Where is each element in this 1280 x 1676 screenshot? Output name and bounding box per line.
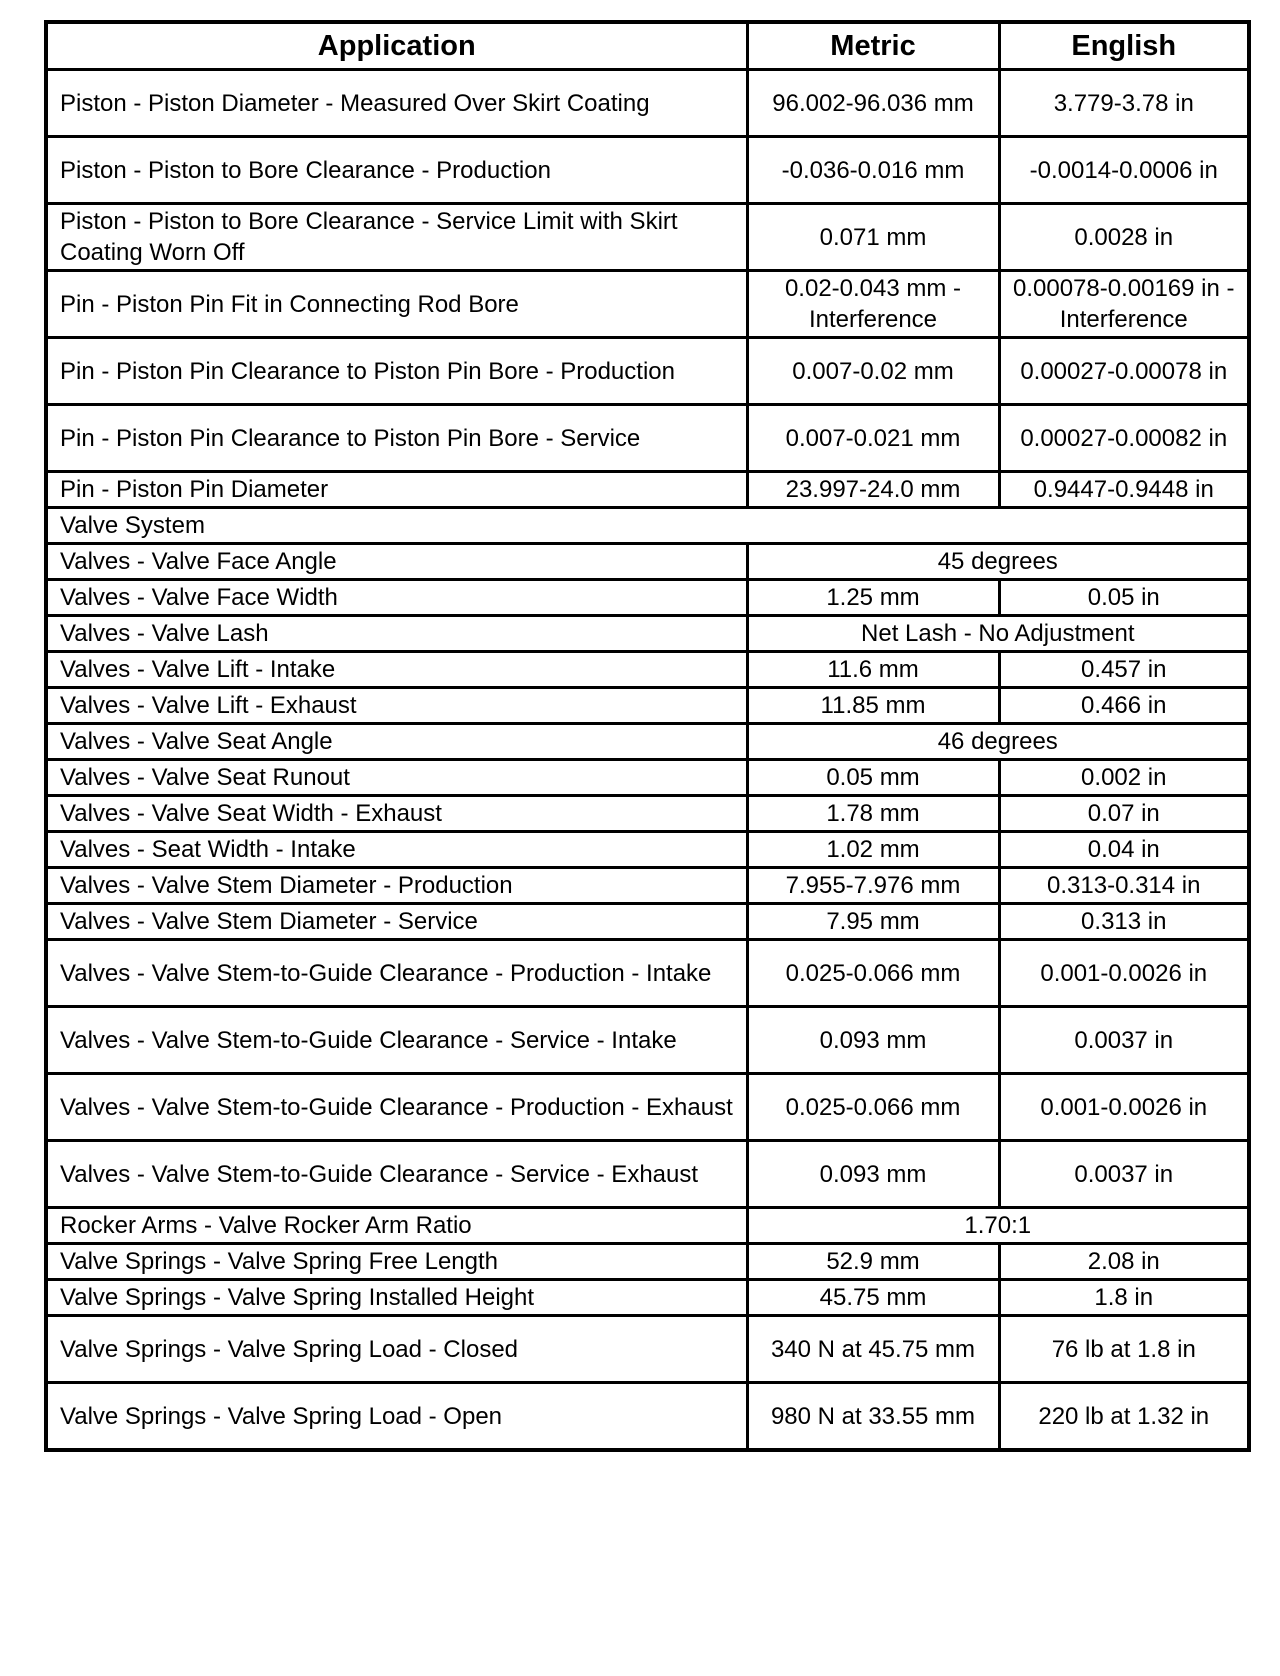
- header-metric: Metric: [747, 22, 999, 70]
- application-cell: Piston - Piston to Bore Clearance - Service Limit with Skirt Coating Worn Off: [46, 204, 747, 271]
- application-cell: Valves - Valve Stem Diameter - Production: [46, 868, 747, 904]
- english-cell: 0.04 in: [999, 832, 1249, 868]
- header-english: English: [999, 22, 1249, 70]
- application-cell: Valves - Valve Stem Diameter - Service: [46, 904, 747, 940]
- english-cell: 220 lb at 1.32 in: [999, 1383, 1249, 1451]
- table-row: [46, 652, 1249, 688]
- application-cell: Valves - Valve Stem-to-Guide Clearance - Service - Exhaust: [46, 1141, 747, 1208]
- table-row: [46, 1074, 1249, 1141]
- english-cell: 0.0037 in: [999, 1007, 1249, 1074]
- english-cell: 0.001-0.0026 in: [999, 1074, 1249, 1141]
- table-row: [46, 1007, 1249, 1074]
- table-row: [46, 338, 1249, 405]
- table-row: [46, 1280, 1249, 1316]
- table-row: [46, 1244, 1249, 1280]
- table-row: [46, 472, 1249, 508]
- metric-cell: 0.007-0.021 mm: [747, 405, 999, 472]
- table-row: [46, 204, 1249, 271]
- english-cell: 3.779-3.78 in: [999, 70, 1249, 137]
- combined-value-cell: 46 degrees: [747, 724, 1249, 760]
- table-row: [46, 544, 1249, 580]
- english-cell: 0.313 in: [999, 904, 1249, 940]
- section-header-row: [46, 508, 1249, 544]
- english-cell: 76 lb at 1.8 in: [999, 1316, 1249, 1383]
- english-cell: 0.0037 in: [999, 1141, 1249, 1208]
- table-row: [46, 137, 1249, 204]
- table-row: [46, 760, 1249, 796]
- metric-cell: 0.093 mm: [747, 1007, 999, 1074]
- application-cell: Valve Springs - Valve Spring Free Length: [46, 1244, 747, 1280]
- application-cell: Valve Springs - Valve Spring Installed Height: [46, 1280, 747, 1316]
- table-row: [46, 796, 1249, 832]
- application-cell: Pin - Piston Pin Fit in Connecting Rod Bore: [46, 271, 747, 338]
- application-cell: Valves - Valve Stem-to-Guide Clearance - Production - Intake: [46, 940, 747, 1007]
- application-cell: Valves - Valve Face Width: [46, 580, 747, 616]
- table-row: [46, 70, 1249, 137]
- specifications-table: [44, 20, 1251, 1452]
- table-row: [46, 832, 1249, 868]
- header-application: Application: [46, 22, 747, 70]
- english-cell: 0.002 in: [999, 760, 1249, 796]
- table-row: [46, 616, 1249, 652]
- application-cell: Valves - Valve Seat Angle: [46, 724, 747, 760]
- application-cell: Pin - Piston Pin Clearance to Piston Pin Bore - Service: [46, 405, 747, 472]
- english-cell: 0.313-0.314 in: [999, 868, 1249, 904]
- combined-value-cell: Net Lash - No Adjustment: [747, 616, 1249, 652]
- metric-cell: 7.955-7.976 mm: [747, 868, 999, 904]
- application-cell: Valves - Valve Seat Runout: [46, 760, 747, 796]
- application-cell: Valves - Valve Face Angle: [46, 544, 747, 580]
- application-cell: Piston - Piston to Bore Clearance - Production: [46, 137, 747, 204]
- table-header-row: [46, 22, 1249, 70]
- english-cell: 0.07 in: [999, 796, 1249, 832]
- english-cell: -0.0014-0.0006 in: [999, 137, 1249, 204]
- metric-cell: 1.78 mm: [747, 796, 999, 832]
- application-cell: Valves - Valve Stem-to-Guide Clearance - Production - Exhaust: [46, 1074, 747, 1141]
- metric-cell: 0.025-0.066 mm: [747, 940, 999, 1007]
- metric-cell: 1.02 mm: [747, 832, 999, 868]
- combined-value-cell: 1.70:1: [747, 1208, 1249, 1244]
- metric-cell: 1.25 mm: [747, 580, 999, 616]
- application-cell: Valve Springs - Valve Spring Load - Open: [46, 1383, 747, 1451]
- english-cell: 0.00027-0.00078 in: [999, 338, 1249, 405]
- english-cell: 0.0028 in: [999, 204, 1249, 271]
- metric-cell: 0.093 mm: [747, 1141, 999, 1208]
- application-cell: Piston - Piston Diameter - Measured Over Skirt Coating: [46, 70, 747, 137]
- english-cell: 2.08 in: [999, 1244, 1249, 1280]
- table-row: [46, 904, 1249, 940]
- application-cell: Valves - Valve Stem-to-Guide Clearance - Service - Intake: [46, 1007, 747, 1074]
- english-cell: 0.466 in: [999, 688, 1249, 724]
- application-cell: Pin - Piston Pin Clearance to Piston Pin Bore - Production: [46, 338, 747, 405]
- metric-cell: 7.95 mm: [747, 904, 999, 940]
- table-row: [46, 1208, 1249, 1244]
- metric-cell: 980 N at 33.55 mm: [747, 1383, 999, 1451]
- application-cell: Valves - Seat Width - Intake: [46, 832, 747, 868]
- table-row: [46, 688, 1249, 724]
- section-title: Valve System: [46, 508, 1249, 544]
- metric-cell: 340 N at 45.75 mm: [747, 1316, 999, 1383]
- english-cell: 0.00027-0.00082 in: [999, 405, 1249, 472]
- table-row: [46, 580, 1249, 616]
- english-cell: 1.8 in: [999, 1280, 1249, 1316]
- metric-cell: 11.85 mm: [747, 688, 999, 724]
- metric-cell: 0.025-0.066 mm: [747, 1074, 999, 1141]
- table-row: [46, 1141, 1249, 1208]
- application-cell: Valves - Valve Lift - Intake: [46, 652, 747, 688]
- table-row: [46, 271, 1249, 338]
- application-cell: Valves - Valve Lash: [46, 616, 747, 652]
- metric-cell: 0.02-0.043 mm - Interference: [747, 271, 999, 338]
- metric-cell: 0.071 mm: [747, 204, 999, 271]
- application-cell: Valves - Valve Seat Width - Exhaust: [46, 796, 747, 832]
- metric-cell: 96.002-96.036 mm: [747, 70, 999, 137]
- metric-cell: 11.6 mm: [747, 652, 999, 688]
- metric-cell: -0.036-0.016 mm: [747, 137, 999, 204]
- combined-value-cell: 45 degrees: [747, 544, 1249, 580]
- application-cell: Valve Springs - Valve Spring Load - Closed: [46, 1316, 747, 1383]
- application-cell: Rocker Arms - Valve Rocker Arm Ratio: [46, 1208, 747, 1244]
- table-row: [46, 940, 1249, 1007]
- metric-cell: 23.997-24.0 mm: [747, 472, 999, 508]
- metric-cell: 52.9 mm: [747, 1244, 999, 1280]
- application-cell: Valves - Valve Lift - Exhaust: [46, 688, 747, 724]
- english-cell: 0.457 in: [999, 652, 1249, 688]
- english-cell: 0.9447-0.9448 in: [999, 472, 1249, 508]
- metric-cell: 0.05 mm: [747, 760, 999, 796]
- table-row: [46, 1316, 1249, 1383]
- english-cell: 0.00078-0.00169 in - Interference: [999, 271, 1249, 338]
- english-cell: 0.05 in: [999, 580, 1249, 616]
- table-row: [46, 724, 1249, 760]
- table-row: [46, 405, 1249, 472]
- table-row: [46, 868, 1249, 904]
- table-row: [46, 1383, 1249, 1451]
- english-cell: 0.001-0.0026 in: [999, 940, 1249, 1007]
- metric-cell: 0.007-0.02 mm: [747, 338, 999, 405]
- metric-cell: 45.75 mm: [747, 1280, 999, 1316]
- application-cell: Pin - Piston Pin Diameter: [46, 472, 747, 508]
